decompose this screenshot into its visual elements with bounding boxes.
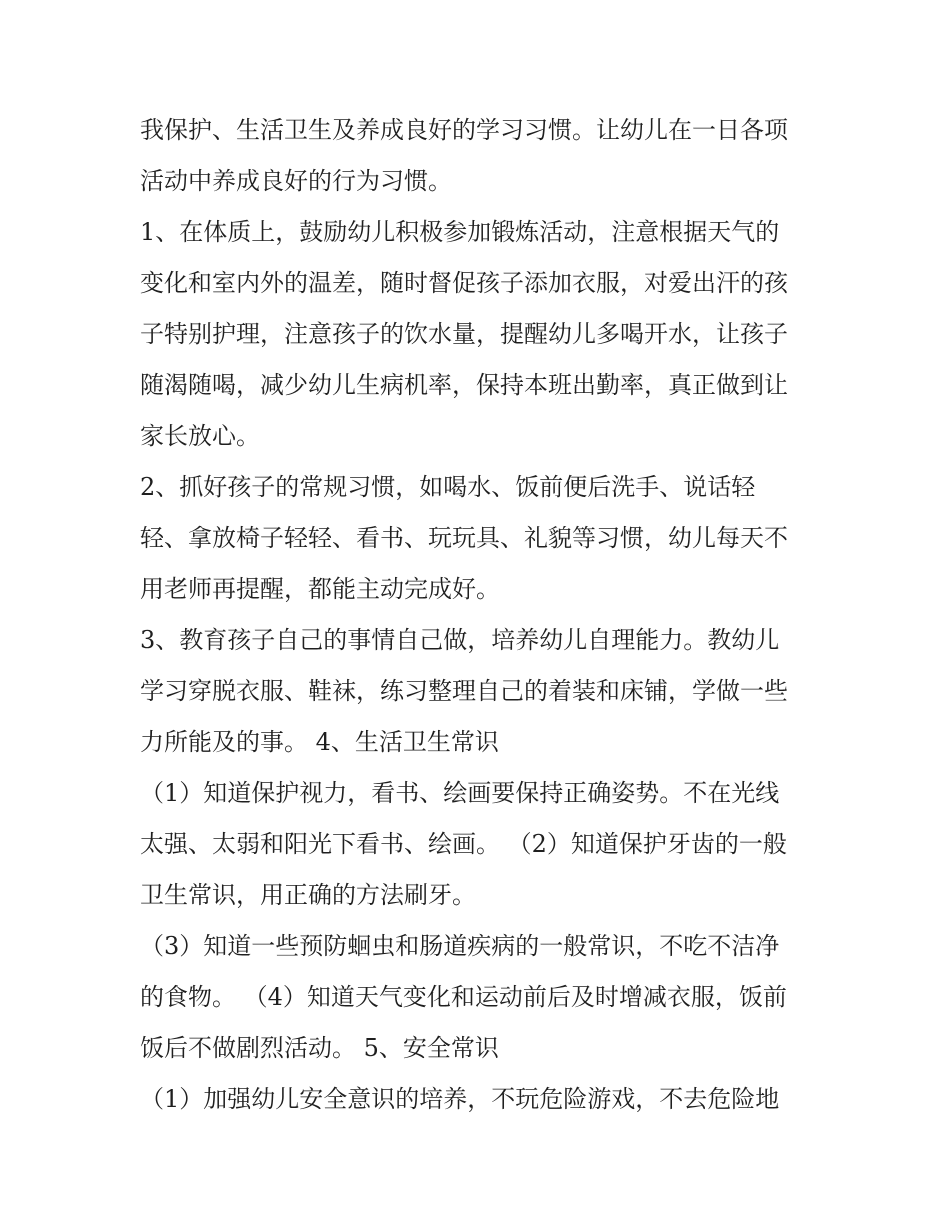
text-line: 变化和室内外的温差，随时督促孩子添加衣服，对爱出汗的孩 <box>140 269 788 297</box>
text-line: 2、抓好孩子的常规习惯，如喝水、饭前便后洗手、说话轻 <box>140 473 756 501</box>
text-line: （1）知道保护视力，看书、绘画要保持正确姿势。不在光线 <box>140 779 780 807</box>
text-line: 轻、拿放椅子轻轻、看书、玩玩具、礼貌等习惯，幼儿每天不 <box>140 524 788 552</box>
text-line: 家长放心。 <box>140 422 260 450</box>
text-line: 3、教育孩子自己的事情自己做，培养幼儿自理能力。教幼儿 <box>140 626 780 654</box>
text-line: 学习穿脱衣服、鞋袜，练习整理自己的着装和床铺，学做一些 <box>140 677 788 705</box>
body-text <box>140 105 820 1125</box>
text-line: 太强、太弱和阳光下看书、绘画。 （2）知道保护牙齿的一般 <box>140 830 787 858</box>
text-line: 的食物。 （4）知道天气变化和运动前后及时增减衣服，饭前 <box>140 983 787 1011</box>
text-line: 子特别护理，注意孩子的饮水量，提醒幼儿多喝开水，让孩子 <box>140 320 788 348</box>
text-line: 随渴随喝，减少幼儿生病机率，保持本班出勤率，真正做到让 <box>140 371 788 399</box>
text-line: 我保护、生活卫生及养成良好的学习习惯。让幼儿在一日各项 <box>140 116 788 144</box>
text-line: 卫生常识，用正确的方法刷牙。 <box>140 881 476 909</box>
text-line: 活动中养成良好的行为习惯。 <box>140 167 452 195</box>
text-line: （3）知道一些预防蛔虫和肠道疾病的一般常识，不吃不洁净 <box>140 932 780 960</box>
text-line: 饭后不做剧烈活动。 5、安全常识 <box>140 1034 499 1062</box>
text-line: 1、在体质上，鼓励幼儿积极参加锻炼活动，注意根据天气的 <box>140 218 780 246</box>
text-line: （1）加强幼儿安全意识的培养，不玩危险游戏，不去危险地 <box>140 1085 780 1113</box>
text-line: 用老师再提醒，都能主动完成好。 <box>140 575 500 603</box>
text-line: 力所能及的事。 4、生活卫生常识 <box>140 728 499 756</box>
